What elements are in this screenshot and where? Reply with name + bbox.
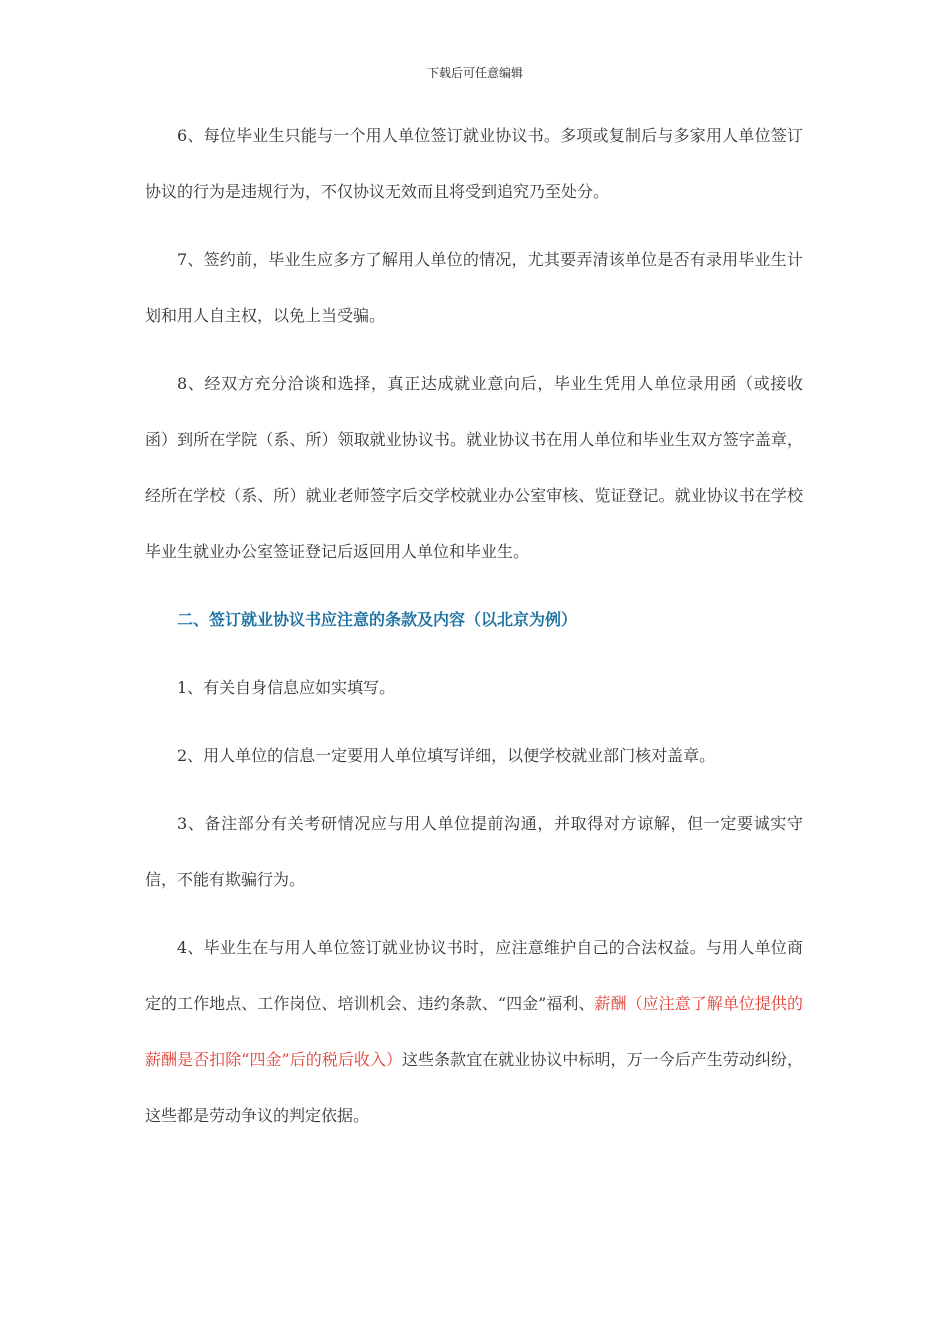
clause-4-text-end: 这些条款宜在就业协议中标明，万一今后产生劳动纠纷，这些都是劳动争议的判定依据。 — [145, 1050, 803, 1125]
page-header: 下载后可任意编辑 — [426, 66, 523, 80]
clause-4-text-start: 4、毕业生在与用人单位签订就业协议书时，应注意维护自己的合法权益。与用人单位商定的工作地点、工作岗位、培训机会、违约条款、“四金”福利、 — [145, 938, 803, 1013]
paragraph-item-6: 6、每位毕业生只能与一个用人单位签订就业协议书。多项或复制后与多家用人单位签订协议的行为是违规行为，不仅协议无效而且将受到追究乃至处分。 — [145, 126, 803, 201]
clause-item-4 — [145, 920, 803, 1144]
clause-item-1: 1、有关自身信息应如实填写。 — [177, 678, 396, 697]
clause-item-2: 2、用人单位的信息一定要用人单位填写详细，以便学校就业部门核对盖章。 — [177, 746, 716, 765]
paragraph-item-7: 7、签约前，毕业生应多方了解用人单位的情况，尤其要弄清该单位是否有录用毕业生计划和用人自主权，以免上当受骗。 — [145, 250, 803, 325]
section-heading: 二、签订就业协议书应注意的条款及内容（以北京为例） — [177, 610, 578, 629]
document-body — [145, 108, 803, 1144]
salary-highlight: 薪酬（应注意了解单位提供的薪酬是否扣除“四金”后的税后收入） — [145, 994, 803, 1069]
clause-item-3: 3、备注部分有关考研情况应与用人单位提前沟通，并取得对方谅解，但一定要诚实守信，不能有欺骗行为。 — [145, 814, 803, 889]
paragraph-item-8: 8、经双方充分洽谈和选择，真正达成就业意向后，毕业生凭用人单位录用函（或接收函）到所在学院（系、所）领取就业协议书。就业协议书在用人单位和毕业生双方签字盖章，经所在学校（系、所）就业老师签字后交学校就业办公室审核、览证登记。就业协议书在学校毕业生就业办公室签证登记后返回用人单位和毕业生。 — [145, 374, 803, 561]
